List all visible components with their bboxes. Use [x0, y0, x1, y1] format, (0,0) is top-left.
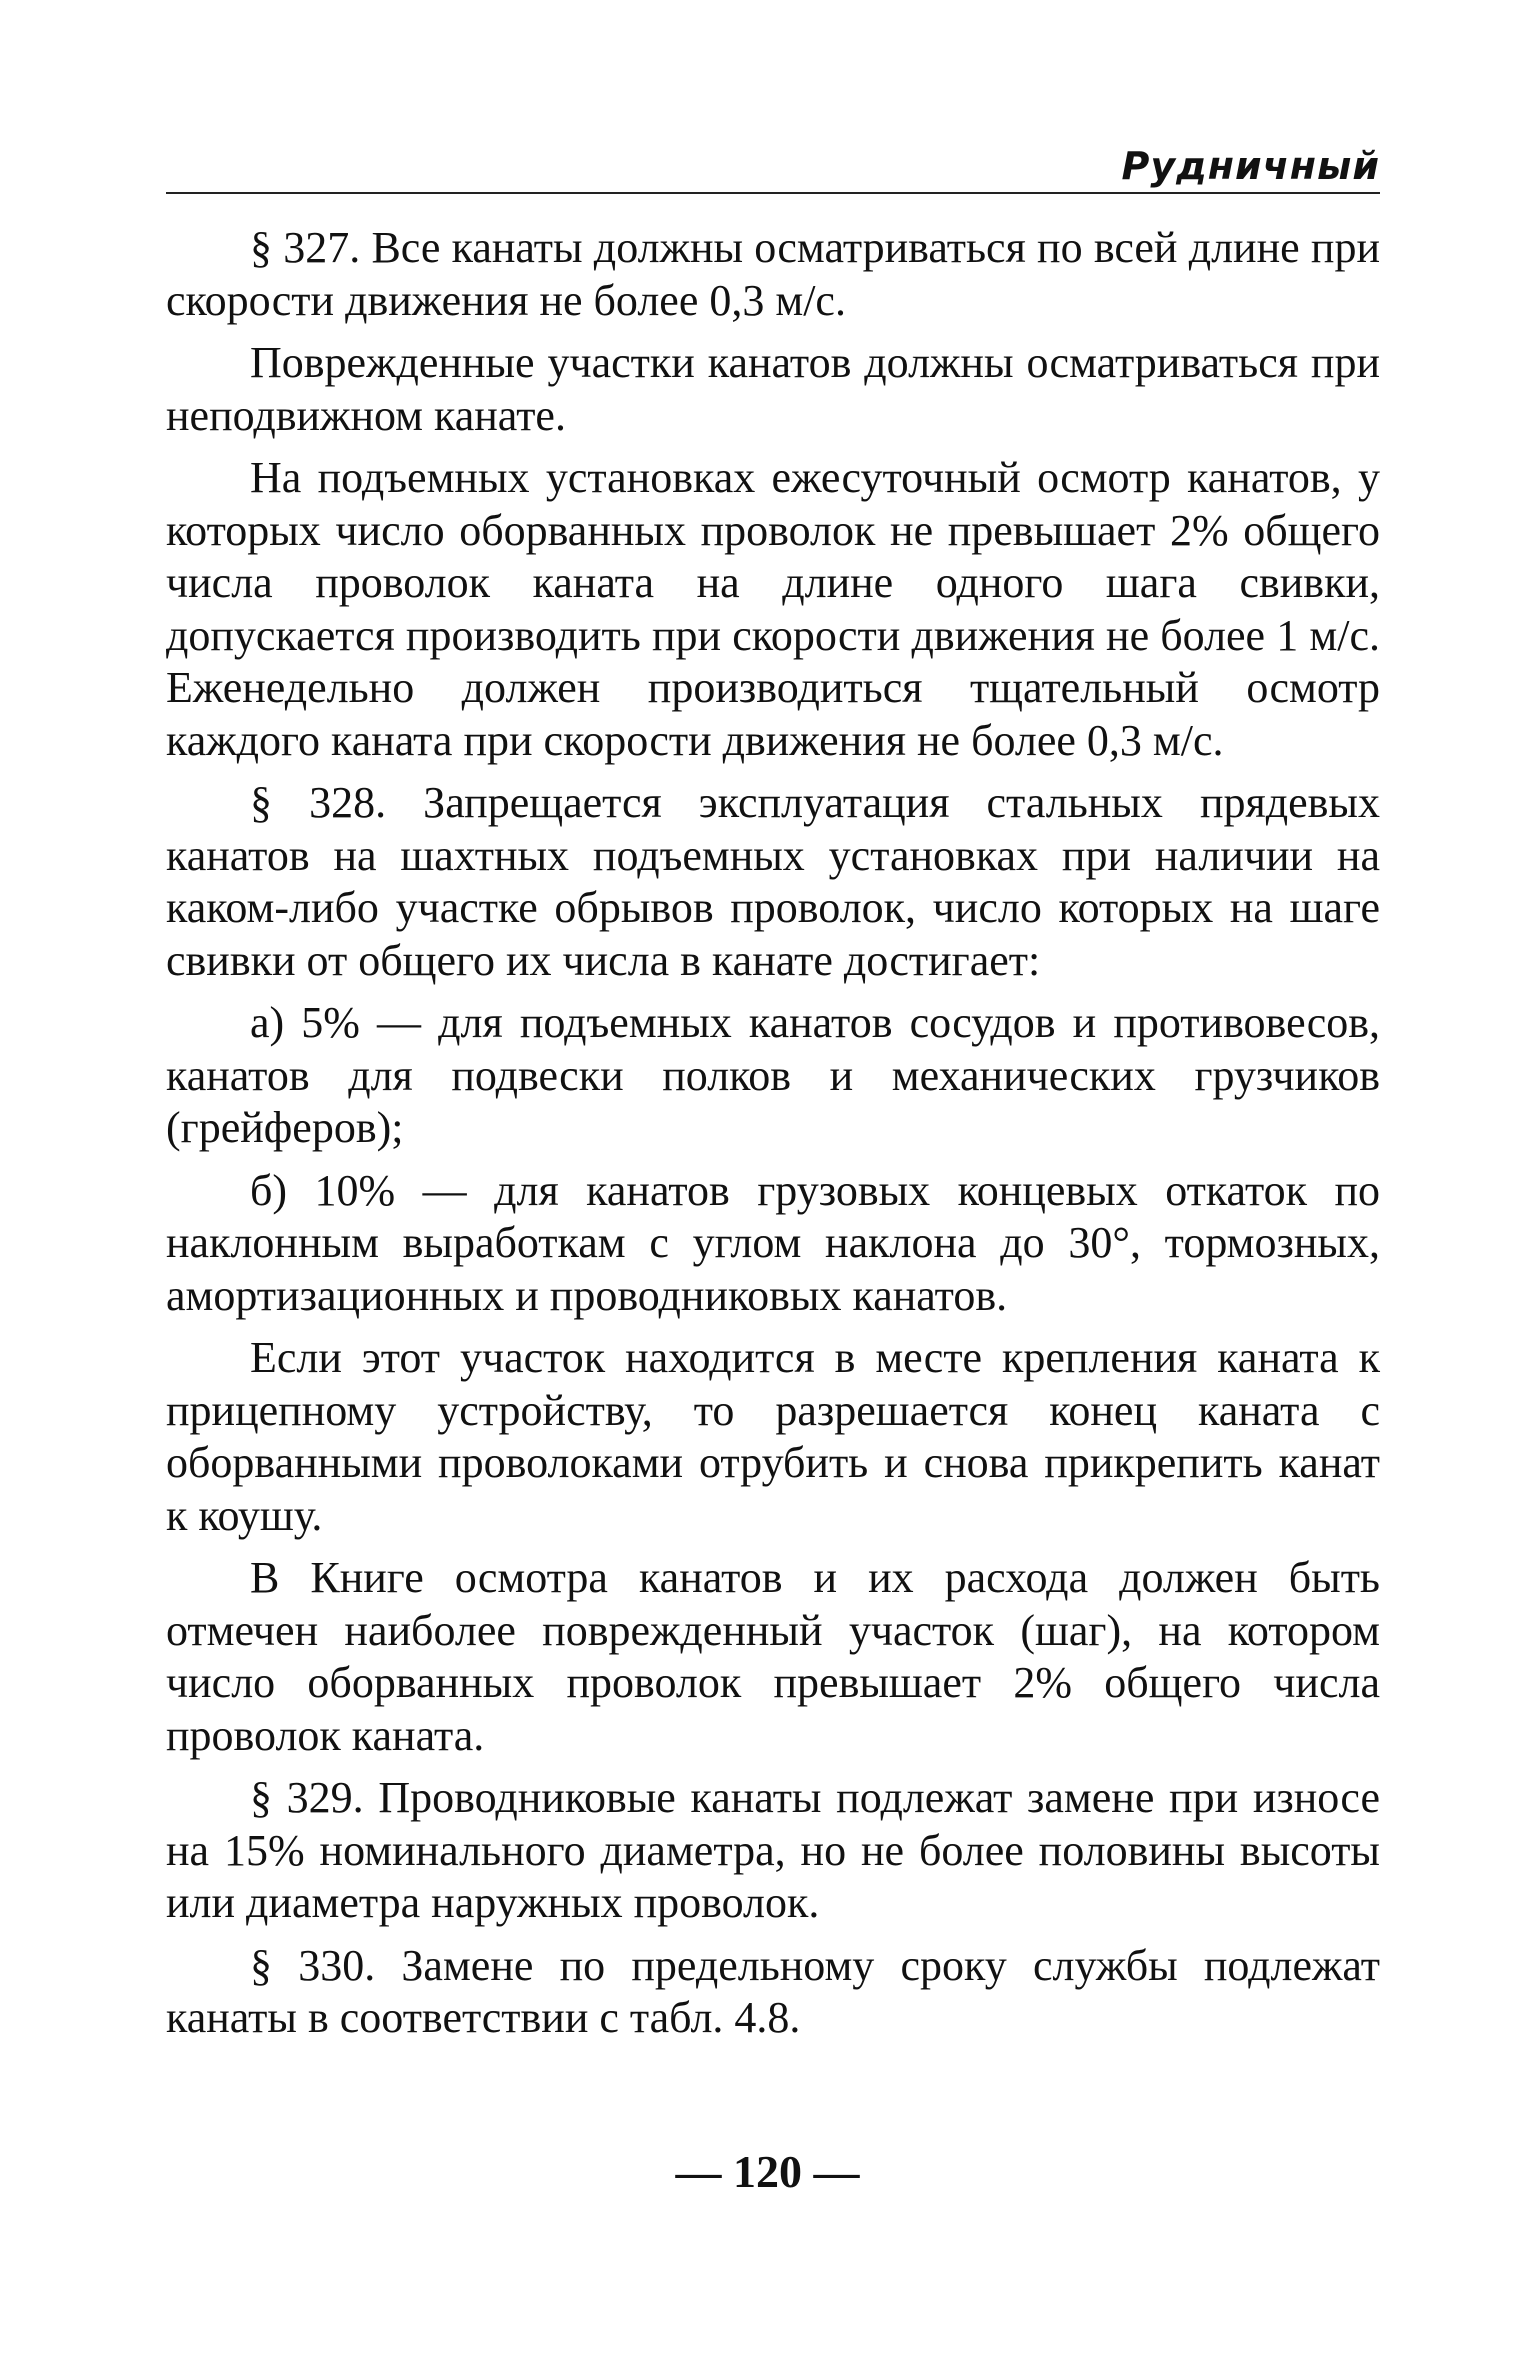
- running-title: Рудничный: [1121, 144, 1380, 188]
- paragraph-inspection-book: В Книге осмотра канатов и их расхода должен быть отмечен наиболее поврежденный участок (шаг), на котором число оборванных проволок превышает 2% общего числа проволок каната.: [166, 1553, 1380, 1760]
- page-header: [166, 138, 1380, 194]
- paragraph-attachment-cut: Если этот участок находится в месте крепления каната к прицепному устройству, то разрешается конец каната с оборванными проволоками отрубить и снова прикрепить канат к коушу.: [166, 1333, 1380, 1540]
- paragraph-section-327: § 327. Все канаты должны осматриваться по всей длине при скорости движения не более 0,3 м/с.: [166, 223, 1380, 325]
- paragraph-daily-inspection: На подъемных установках ежесуточный осмотр канатов, у которых число оборванных проволок не превышает 2% общего числа проволок каната на длине одного шага свивки, допускается производить при скорости движения не более 1 м/с. Еженедельно должен производиться тщательный осмотр каждого каната при скорости движения не более 0,3 м/с.: [166, 453, 1380, 765]
- paragraph-section-328: § 328. Запрещается эксплуатация стальных прядевых канатов на шахтных подъемных установках при наличии на каком-либо участке обрывов проволок, число которых на шаге свивки от общего их числа в канате достигает:: [166, 778, 1380, 985]
- paragraph-section-330: § 330. Замене по предельному сроку службы подлежат канаты в соответствии с табл. 4.8.: [166, 1940, 1380, 2042]
- main-text: [166, 222, 1380, 2055]
- paragraph-item-a: а) 5% — для подъемных канатов сосудов и противовесов, канатов для подвески полков и механических грузчиков (грейферов);: [166, 998, 1380, 1152]
- paragraph-damaged-sections: Поврежденные участки канатов должны осматриваться при неподвижном канате.: [166, 338, 1380, 440]
- page-number: — 120 —: [675, 2146, 860, 2197]
- paragraph-item-b: б) 10% — для канатов грузовых концевых откаток по наклонным выработкам с углом наклона до 30°, тормозных, амортизационных и проводниковых канатов.: [166, 1165, 1380, 1320]
- paragraph-section-329: § 329. Проводниковые канаты подлежат замене при износе на 15% номинального диаметра, но не более половины высоты или диаметра наружных проволок.: [166, 1773, 1380, 1927]
